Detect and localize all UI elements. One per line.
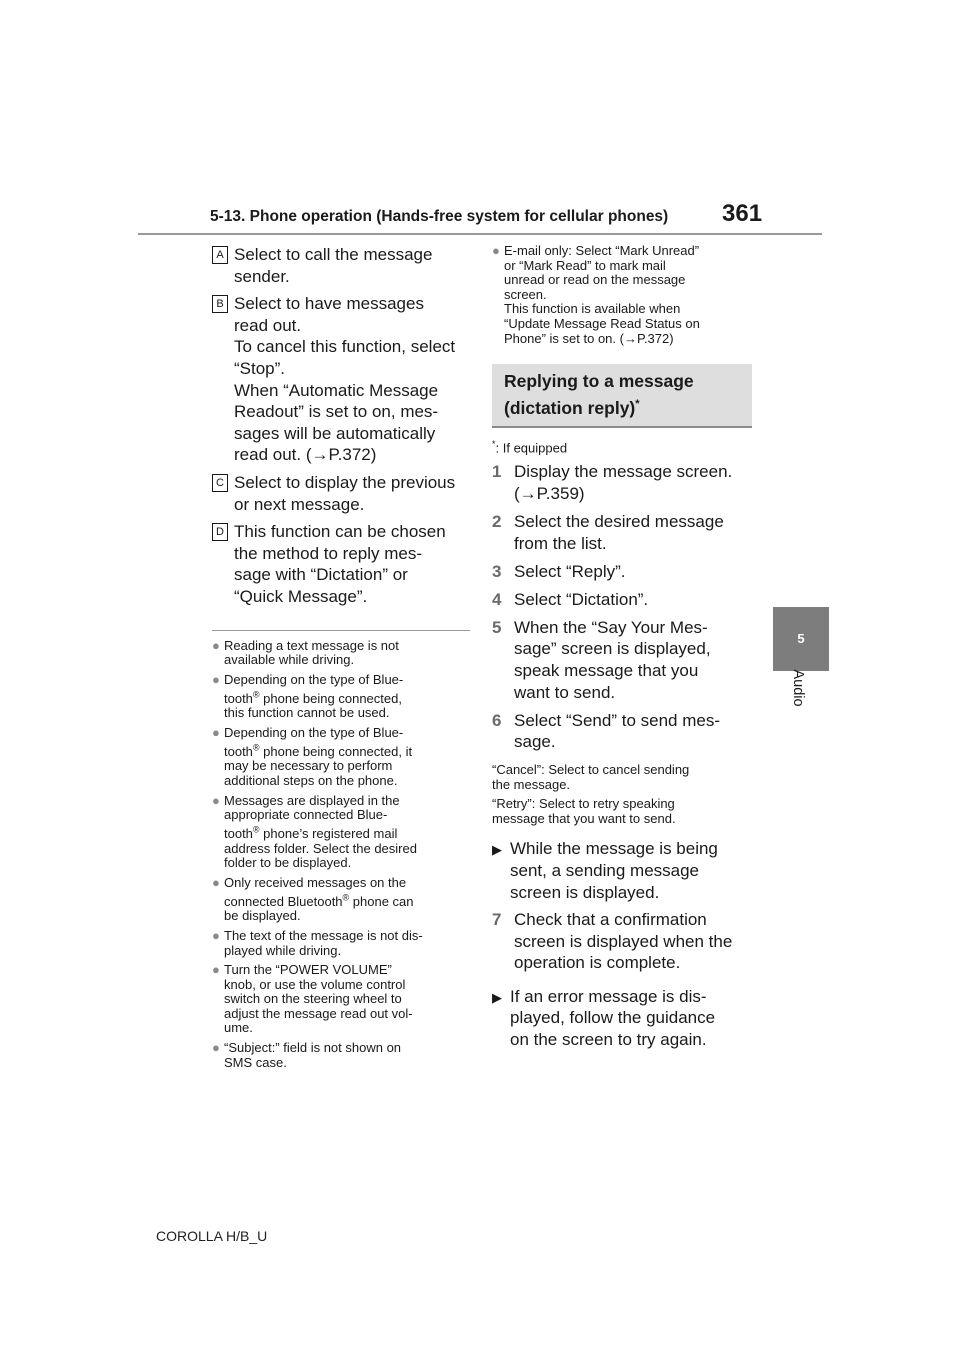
text-line: Select to have messages (234, 294, 424, 314)
note-item (212, 929, 470, 958)
text-line: Turn the “POWER VOLUME” (224, 962, 392, 978)
step-item (492, 561, 752, 583)
text-line: screen is displayed when the (514, 931, 733, 951)
step-note (492, 797, 752, 826)
text-line: unread or read on the message (504, 272, 686, 288)
chapter-label-text: Audio (790, 669, 806, 707)
chapter-tab: 5 (773, 607, 829, 671)
step-item (492, 589, 752, 611)
text-line: Select to call the message (234, 245, 433, 264)
text-line: SMS case. (224, 1054, 287, 1070)
email-note (492, 244, 752, 346)
callout-letter: B (212, 295, 228, 313)
section-heading (492, 364, 752, 428)
text-line: If an error message is dis- (510, 986, 707, 1006)
text-line: Select “Dictation”. (514, 589, 649, 609)
heading-mark: * (635, 398, 640, 411)
callout-item (212, 244, 470, 287)
callout-item (212, 472, 470, 515)
note-item (212, 876, 470, 924)
footer-model: COROLLA H/B_U (156, 1228, 268, 1244)
footnote-text: : If equipped (495, 440, 568, 456)
text-line: Depending on the type of Blue- (224, 671, 404, 687)
text-line: tooth® phone being connected, (224, 689, 402, 706)
text-line: knob, or use the volume control (224, 976, 406, 992)
left-column (212, 244, 470, 1075)
text-line: sender. (234, 266, 290, 286)
text-line: played while driving. (224, 942, 342, 958)
text-line: Depending on the type of Blue- (224, 724, 404, 740)
triangle-bullet-icon: ▶ (492, 842, 502, 858)
text-line: “Stop”. (234, 358, 286, 378)
text-line: ume. (224, 1020, 253, 1036)
section-title: 5-13. Phone operation (Hands-free system for cellular phones) (210, 208, 669, 225)
text-line: tooth® phone’s registered mail (224, 824, 398, 842)
section-divider (212, 630, 470, 631)
text-line: folder to be displayed. (224, 855, 352, 871)
note-item (212, 794, 470, 871)
text-line: Select the desired message (514, 512, 724, 531)
text-line: Messages are displayed in the (224, 792, 400, 808)
text-line: read out. (234, 315, 302, 335)
bullet-icon: ● (212, 962, 220, 978)
callout-letter: A (212, 246, 228, 264)
text-line: “Update Message Read Status on (504, 315, 700, 331)
text-line: from the list. (514, 533, 607, 553)
note-item (212, 1041, 470, 1070)
text-line: adjust the message read out vol- (224, 1005, 413, 1021)
step-number: 1 (492, 462, 502, 482)
step-number: 5 (492, 617, 502, 637)
footnote (492, 439, 752, 455)
callout-letter: D (212, 523, 228, 541)
text-line: tooth® phone being connected, it (224, 742, 413, 759)
text-line: connected Bluetooth® phone can (224, 892, 414, 909)
text-line: sage” screen is displayed, (514, 639, 711, 659)
text-line: The text of the message is not dis- (224, 927, 423, 943)
bullet-icon: ● (212, 637, 220, 653)
page-number: 361 (722, 200, 763, 227)
note-item (212, 963, 470, 1036)
step-item (492, 461, 752, 504)
text-line: While the message is being (510, 839, 718, 859)
step-note (492, 763, 752, 792)
text-line: Display the message screen. (514, 462, 733, 482)
note-item (212, 673, 470, 721)
text-line: “Quick Message”. (234, 586, 368, 606)
text-line: This function can be chosen (234, 522, 446, 542)
text-line: address folder. Select the desired (224, 840, 417, 856)
error-item (492, 986, 752, 1051)
text-line: Only received messages on the (224, 874, 407, 890)
text-line: “Retry”: Select to retry speaking (492, 796, 675, 812)
text-line: read out. (→P.372) (234, 445, 377, 465)
text-line: “Cancel”: Select to cancel sending (492, 761, 690, 777)
text-line: speak message that you (514, 661, 699, 681)
bullet-icon: ● (212, 792, 220, 808)
text-line: Select to display the previous (234, 472, 456, 492)
text-line: may be necessary to perform (224, 758, 393, 774)
text-line: Select “Send” to send mes- (514, 710, 720, 730)
step-number: 6 (492, 710, 502, 730)
callout-list (212, 244, 470, 608)
text-line: played, follow the guidance (510, 1008, 716, 1028)
text-line: the message. (492, 776, 571, 792)
text-line: available while driving. (224, 652, 355, 668)
text-line: To cancel this function, select (234, 337, 456, 357)
while-sending-item (492, 838, 752, 903)
heading-line2: (dictation reply) (504, 397, 636, 418)
callout-item (212, 293, 470, 466)
text-line: operation is complete. (514, 953, 681, 973)
text-line: the method to reply mes- (234, 543, 423, 563)
step-number: 4 (492, 589, 502, 609)
text-line: “Subject:” field is not shown on (224, 1040, 402, 1056)
bullet-icon: ● (212, 874, 220, 890)
text-line: Readout” is set to on, mes- (234, 402, 439, 422)
step-notes (492, 763, 752, 826)
text-line: Select “Reply”. (514, 561, 626, 581)
text-line: screen is displayed. (510, 882, 660, 902)
text-line: (→P.359) (514, 483, 585, 503)
text-line: sage with “Dictation” or (234, 565, 408, 585)
text-line: E-mail only: Select “Mark Unread” (504, 243, 700, 258)
text-line: sages will be automatically (234, 423, 436, 443)
step-number: 7 (492, 910, 502, 930)
text-line: appropriate connected Blue- (224, 807, 388, 823)
step-item (492, 710, 752, 753)
text-line: This function is available when (504, 301, 681, 317)
step-item (492, 617, 752, 703)
bullet-icon: ● (212, 724, 220, 740)
triangle-bullet-icon: ▶ (492, 989, 502, 1005)
text-line: Check that a confirmation (514, 910, 707, 930)
text-line: screen. (504, 286, 547, 302)
text-line: Phone” is set to on. (→P.372) (504, 330, 674, 346)
text-line: message that you want to send. (492, 810, 676, 826)
right-column (492, 244, 752, 1057)
step-number: 2 (492, 512, 502, 531)
text-line: or next message. (234, 494, 365, 514)
footnote-mark: * (492, 438, 496, 449)
step-list (492, 461, 752, 753)
note-list (212, 639, 470, 1071)
heading-line1: Replying to a message (504, 371, 694, 392)
bullet-icon: ● (212, 671, 220, 687)
text-line: Reading a text message is not (224, 637, 399, 653)
header-rule (138, 233, 822, 235)
note-item (212, 639, 470, 668)
step-item (492, 511, 752, 554)
text-line: be displayed. (224, 908, 301, 924)
bullet-icon: ● (492, 243, 500, 258)
note-item (212, 726, 470, 789)
text-line: When “Automatic Message (234, 380, 439, 400)
text-line: When the “Say Your Mes- (514, 617, 708, 637)
chapter-label (788, 660, 818, 740)
bullet-icon: ● (212, 1040, 220, 1056)
step-number: 3 (492, 561, 502, 581)
text-line: this function cannot be used. (224, 705, 390, 721)
bullet-icon: ● (212, 927, 220, 943)
step-item (492, 909, 752, 974)
text-line: sage. (514, 732, 556, 752)
text-line: or “Mark Read” to mark mail (504, 257, 666, 273)
text-line: on the screen to try again. (510, 1030, 707, 1050)
text-line: want to send. (514, 682, 616, 702)
text-line: switch on the steering wheel to (224, 991, 402, 1007)
callout-letter: C (212, 474, 228, 492)
callout-item (212, 521, 470, 607)
text-line: additional steps on the phone. (224, 772, 398, 788)
text-line: sent, a sending message (510, 860, 700, 880)
